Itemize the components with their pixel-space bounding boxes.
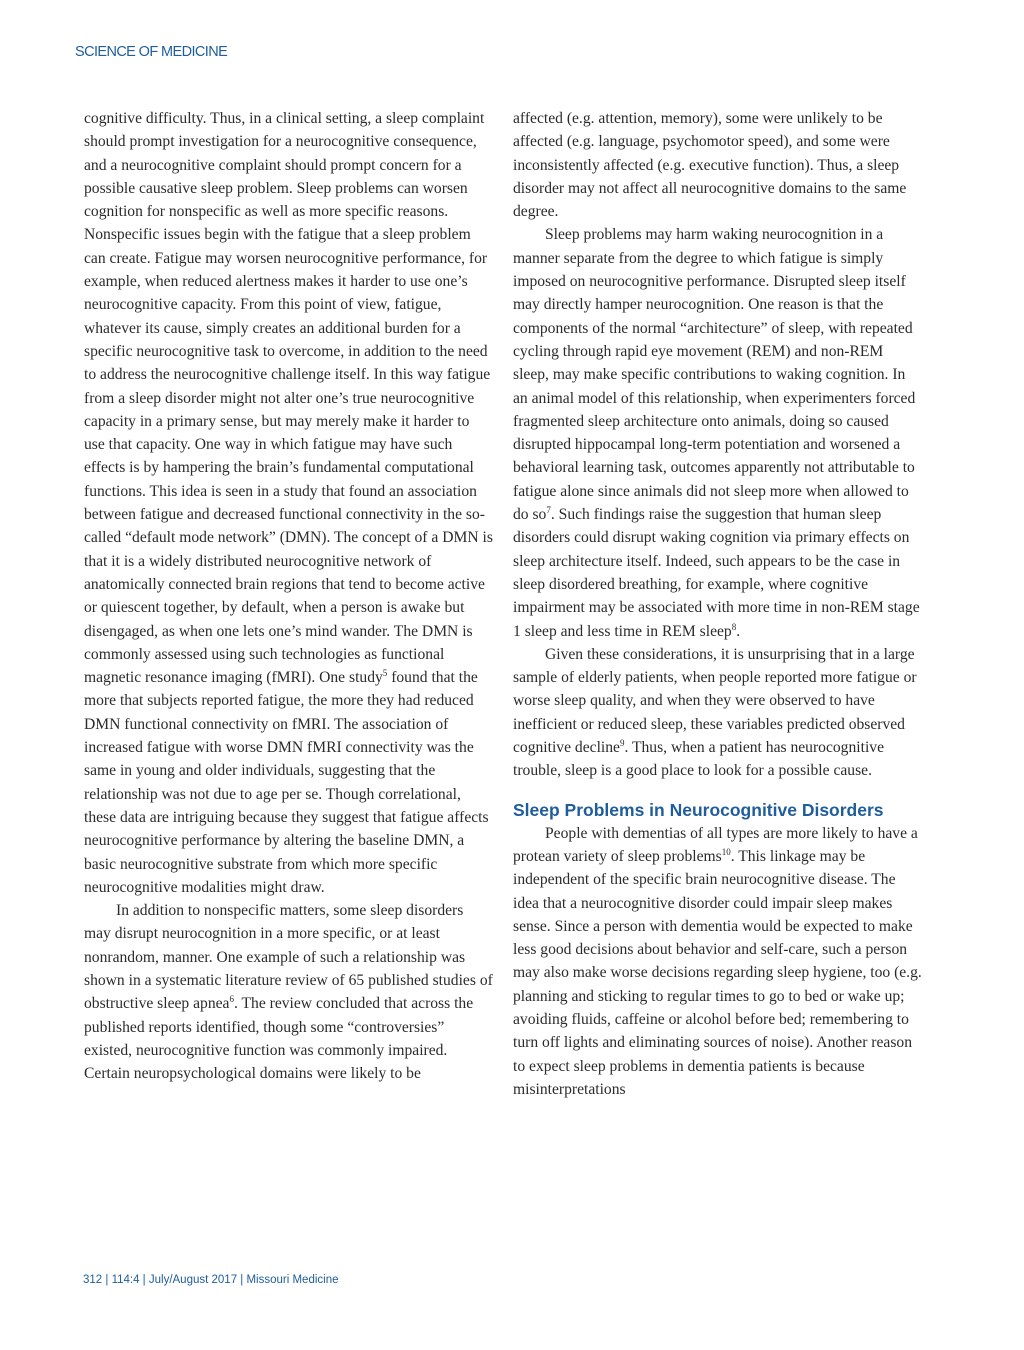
reference-7: 7 (546, 504, 551, 515)
left-column (84, 107, 494, 1085)
reference-9: 9 (619, 737, 625, 748)
paragraph-sleep-architecture: Sleep problems may harm waking neurocognition in a manner separate from the degree to which fatigue is simply imposed on neurocognitive performance. Disrupted sleep itself may directly hamper neurocognition. One reason is that the components of the normal “architecture” of sleep, with repeated cycling through rapid eye movement (REM) and non-REM sleep, may make specific contributions to waking cognition. In an animal model of this relationship, when experimenters forced fragmented sleep architecture onto animals, doing so caused disrupted hippocampal long-term potentiation and worsened a behavioral learning task, outcomes apparently not attributable to fatigue alone since animals did not sleep more when allowed to do $so^7$. Such findings raise the suggestion that human sleep disorders could disrupt waking cognition via primary effects on sleep architecture itself. Indeed, such appears to be the case in sleep disordered breathing, for example, where cognitive impairment may be associated with more time in non-REM stage 1 sleep and less time in REM sleep$^8$. (513, 226, 920, 640)
section-heading: Sleep Problems in Neurocognitive Disorders (513, 799, 884, 820)
paragraph-dementia: People with dementias of all types are more likely to have a protean variety of sleep problems$^{10}$. This linkage may be independent of the specific brain neurocognitive disease. The idea that a neurocognitive disorder could impair sleep makes sense. Since a person with dementia would be expected to make less good decisions about behavior and self-care, such a person may also make worse decisions regarding sleep hygiene, too (e.g. planning and sticking to regular times to go to bed or wake up; avoiding fluids, caffeine or alcohol before bed; remembering to turn off lights and eliminating sources of noise). Another reason to expect sleep problems in dementia patients is because misinterpretations (513, 824, 922, 1098)
paragraph-elderly-patients: Given these considerations, it is unsurprising that in a large sample of elderly patients, when people reported more fatigue or worse sleep quality, and when they were observed to have inefficient or reduced sleep, these variables predicted observed cognitive decline$^9$. Thus, when a patient has neurocognitive trouble, sleep is a good place to look for a possible cause. (513, 645, 917, 780)
reference-10: 10 (721, 846, 731, 857)
reference-6: 6 (229, 994, 234, 1005)
page-footer: 312 | 114:4 | July/August 2017 | Missouri Medicine (83, 1274, 339, 1286)
right-column (513, 107, 923, 1101)
paragraph-fatigue-dmn: cognitive difficulty. Thus, in a clinical setting, a sleep complaint should prompt investigation for a neurocognitive consequence, and a neurocognitive complaint should prompt concern for a possible causative sleep problem. Sleep problems can worsen cognition for nonspecific as well as more specific reasons. Nonspecific issues begin with the fatigue that a sleep problem can create. Fatigue may worsen neurocognitive performance, for example, when reduced alertness makes it harder to use one’s neurocognitive capacity. From this point of view, fatigue, whatever its cause, simply creates an additional burden for a specific neurocognitive task to overcome, in addition to the need to address the neurocognitive challenge itself. In this way fatigue from a sleep disorder might not alter one’s true neurocognitive capacity in a primary sense, but may merely make it harder to use that capacity. One way in which fatigue may have such effects is by hampering the brain’s fundamental computational functions. This idea is seen in a study that found an association between fatigue and decreased functional connectivity in the so-called “default mode network” (DMN). The concept of a DMN is that it is a widely distributed neurocognitive network of anatomically connected brain regions that tend to become active or quiescent together, by default, when a person is awake but disengaged, as when one lets one’s mind wander. The DMN is commonly assessed using such technologies as functional magnetic resonance imaging (fMRI). One study$^5$ found that the more that subjects reported fatigue, the more they had reduced DMN functional connectivity on fMRI. The association of increased fatigue with worse DMN fMRI connectivity was the same in young and older individuals, suggesting that the relationship was not due to age per se. Though correlational, these data are intriguing because they suggest that fatigue affects neurocognitive performance by altering the baseline DMN, a basic neurocognitive substrate from which more specific neurocognitive modalities might draw. (84, 110, 493, 896)
paragraph-sleep-apnea: In addition to nonspecific matters, some sleep disorders may disrupt neurocognition in a more specific, or at least nonrandom, manner. One example of such a relationship was shown in a systematic literature review of 65 published studies of obstructive sleep apnea$^6$. The review concluded that across the published reports identified, though some “controversies” existed, neurocognitive function was commonly impaired. Certain neuropsychological domains were likely to be (84, 902, 493, 1083)
reference-8: 8 (731, 621, 737, 632)
paragraph-domains: affected (e.g. attention, memory), some were unlikely to be affected (e.g. language, psychomotor speed), and some were inconsistently affected (e.g. executive function). Thus, a sleep disorder may not affect all neurocognitive domains to the same degree. (513, 110, 907, 221)
reference-5: 5 (382, 667, 388, 678)
section-label: SCIENCE OF MEDICINE (75, 44, 228, 60)
